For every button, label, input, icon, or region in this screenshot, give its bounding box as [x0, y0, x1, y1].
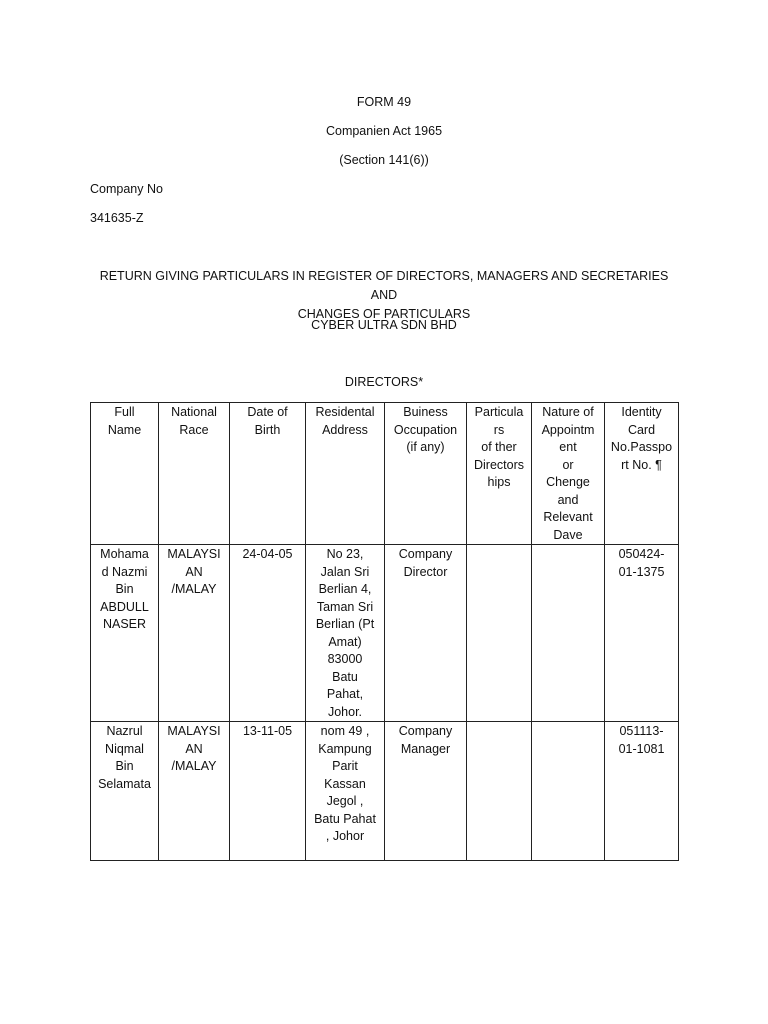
cell-nature-of-appointment: [532, 722, 605, 861]
cell-directorships: [467, 722, 532, 861]
table-row: [91, 722, 679, 861]
cell-residential-address: No 23, Jalan Sri Berlian 4, Taman Sri Berlian (Pt Amat) 83000 Batu Pahat, Johor.: [306, 545, 385, 722]
cell-national-race: MALAYSI AN /MALAY: [159, 722, 230, 861]
cell-date-of-birth: 13-11-05: [230, 722, 306, 861]
table-header-row: [91, 403, 679, 545]
return-heading-line-2: CHANGES OF PARTICULARS: [297, 307, 471, 321]
header-residential-address: Residental Address: [306, 403, 385, 545]
cell-identity-card: 051113- 01-1081: [605, 722, 679, 861]
cell-business-occupation: Company Manager: [385, 722, 467, 861]
cell-residential-address: nom 49 , Kampung Parit Kassan Jegol , Batu Pahat , Johor: [306, 722, 385, 861]
cell-full-name: Mohama d Nazmi Bin ABDULL NASER: [91, 545, 159, 722]
company-no-label: Company No: [90, 182, 163, 196]
cell-identity-card: 050424- 01-1375: [605, 545, 679, 722]
header-national-race: National Race: [159, 403, 230, 545]
directors-table: [90, 402, 679, 861]
header-directorships: Particula rs of ther Directors hips: [467, 403, 532, 545]
return-heading: [90, 267, 678, 324]
cell-directorships: [467, 545, 532, 722]
header-full-name: Full Name: [91, 403, 159, 545]
cell-business-occupation: Company Director: [385, 545, 467, 722]
return-heading-line-1: RETURN GIVING PARTICULARS IN REGISTER OF DIRECTORS, MANAGERS AND SECRETARIES AND: [99, 269, 669, 302]
cell-date-of-birth: 24-04-05: [230, 545, 306, 722]
header-identity-card: Identity Card No.Passpo rt No. ¶: [605, 403, 679, 545]
section-reference: (Section 141(6)): [339, 153, 429, 167]
act-title: Companien Act 1965: [325, 124, 443, 138]
cell-national-race: MALAYSI AN /MALAY: [159, 545, 230, 722]
company-name: CYBER ULTRA SDN BHD: [311, 318, 457, 332]
header-nature-of-appointment: Nature of Appointm ent or Chenge and Relevant Dave: [532, 403, 605, 545]
header-date-of-birth: Date of Birth: [230, 403, 306, 545]
directors-section-title: DIRECTORS*: [344, 375, 424, 389]
table-row: [91, 545, 679, 722]
header-business-occupation: Buiness Occupation (if any): [385, 403, 467, 545]
cell-nature-of-appointment: [532, 545, 605, 722]
form-title: FORM 49: [356, 95, 412, 109]
company-number: 341635-Z: [90, 211, 144, 225]
cell-full-name: Nazrul Niqmal Bin Selamata: [91, 722, 159, 861]
